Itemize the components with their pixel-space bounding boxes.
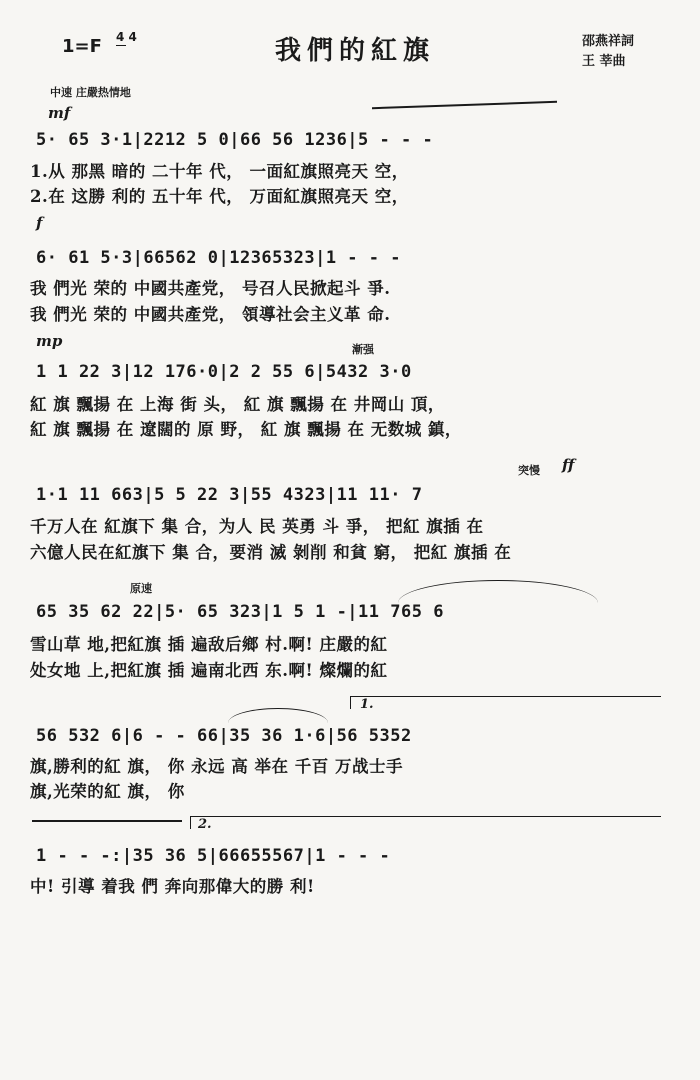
tempo-mark-start: 中速 庄嚴热情地 <box>50 86 131 99</box>
lyric-line-7-verse-1: 中! 引導 着我 們 奔向那偉大的勝 利! <box>30 877 315 896</box>
lyric-line-6-verse-1: 旗,勝利的紅 旗， 你 永远 高 举在 千百 万战士手 <box>30 757 403 776</box>
dynamic-mf: mf <box>48 104 71 122</box>
notation-line-6: 56 532 6|6 - - 66|35 36 1·6|56 5352 <box>36 726 412 746</box>
lyric-line-3-verse-1: 紅 旗 飄揚 在 上海 街 头， 紅 旗 飄揚 在 井岡山 頂， <box>30 395 445 414</box>
first-ending-label: 1. <box>360 697 374 712</box>
key-signature: 1=F <box>62 36 102 57</box>
lyric-line-1-verse-1: 1.从 那黑 暗的 二十年 代， 一面紅旗照亮天 空， <box>30 162 409 181</box>
time-signature <box>116 31 137 44</box>
lyric-line-2-verse-2: 我 們光 荣的 中國共產党， 領導社会主义革 命. <box>30 305 391 324</box>
dynamic-ff: ff <box>562 456 575 474</box>
lyric-line-4-verse-2: 六億人民在紅旗下 集 合，要消 滅 剝削 和貧 窮， 把紅 旗插 在 <box>30 543 512 562</box>
tie-arc <box>398 580 598 603</box>
song-title: 我們的紅旗 <box>275 36 436 66</box>
tie-arc-2 <box>228 708 328 723</box>
dynamic-f: f <box>36 214 43 232</box>
tempo-mark-a-tempo: 原速 <box>130 582 152 595</box>
notation-line-4: 1·1 11 663|5 5 22 3|55 4323|11 11· 7 <box>36 485 423 505</box>
notation-line-7: 1 - - -:|35 36 5|66655567|1 - - - <box>36 846 391 866</box>
lyric-line-5-verse-2: 处女地 上,把紅旗 插 遍南北西 东.啊! 燦爛的紅 <box>30 661 388 680</box>
lyric-line-2-verse-1: 我 們光 荣的 中國共產党， 号召人民掀起斗 爭. <box>30 279 391 298</box>
lyric-line-4-verse-1: 千万人在 紅旗下 集 合，为人 民 英勇 斗 爭， 把紅 旗插 在 <box>30 517 484 536</box>
time-signature-bottom: 4 <box>128 30 137 44</box>
notation-line-5: 65 35 62 22|5· 65 323|1 5 1 -|11 765 6 <box>36 602 444 622</box>
lyric-line-1-verse-2: 2.在 这勝 利的 五十年 代， 万面紅旗照亮天 空， <box>30 187 409 206</box>
staff-rule <box>32 820 182 822</box>
lyric-line-3-verse-2: 紅 旗 飄揚 在 遼闊的 原 野， 紅 旗 飄揚 在 无数城 鎮， <box>30 420 462 439</box>
second-ending-bracket <box>190 816 661 829</box>
tempo-mark-sudden-slow: 突慢 <box>518 464 540 477</box>
lyricist-credit: 邵燕祥詞 <box>582 34 635 49</box>
first-ending-bracket <box>350 696 661 709</box>
crescendo-hairpin <box>372 101 557 109</box>
dynamic-mp: mp <box>36 332 63 350</box>
notation-line-1: 5· 65 3·1|2212 5 0|66 56 1236|5 - - - <box>36 130 434 150</box>
time-signature-top: 4 <box>116 30 125 44</box>
second-ending-label: 2. <box>198 817 212 832</box>
notation-line-2: 6· 61 5·3|66562 0|12365323|1 - - - <box>36 248 401 268</box>
tempo-mark-gradual-strong: 漸强 <box>352 343 374 356</box>
composer-credit: 王 莘曲 <box>582 54 626 69</box>
notation-line-3: 1 1 22 3|12 176·0|2 2 55 6|5432 3·0 <box>36 362 412 382</box>
lyric-line-6-verse-2: 旗,光荣的紅 旗， 你 <box>30 782 185 801</box>
lyric-line-5-verse-1: 雪山草 地,把紅旗 插 遍敌后鄉 村.啊! 庄嚴的紅 <box>30 635 388 654</box>
